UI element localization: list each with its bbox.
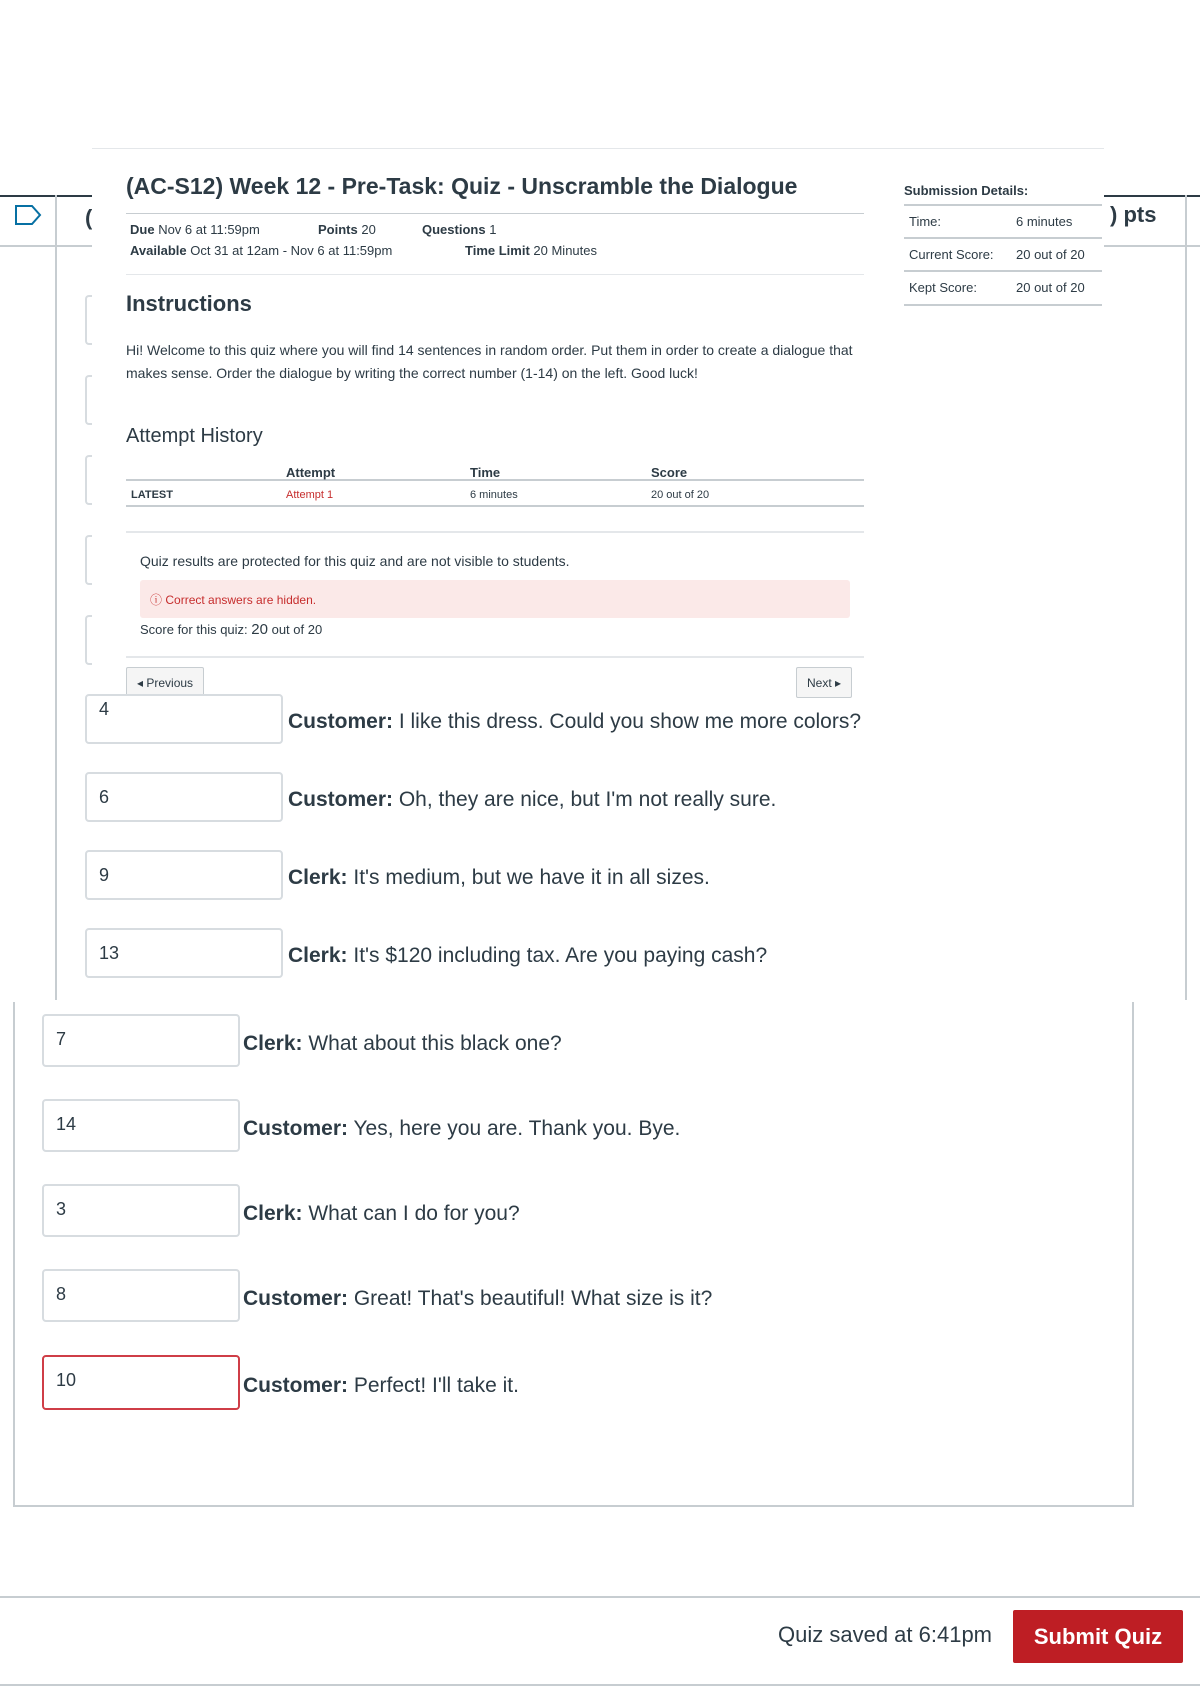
attempt-history-heading: Attempt History	[126, 425, 263, 447]
alert-text: Correct answers are hidden.	[165, 593, 317, 607]
dialogue-line: Clerk: What can I do for you?	[243, 1202, 520, 1225]
previous-button[interactable]: ◂ Previous	[126, 667, 204, 698]
current-score-value: 20 out of 20	[1016, 247, 1085, 262]
attempt-time: 6 minutes	[470, 489, 518, 501]
order-input[interactable]: 10	[42, 1355, 240, 1410]
points: Points 20	[318, 222, 376, 237]
dialogue-line: Customer: I like this dress. Could you show me more colors?	[288, 710, 862, 733]
time-limit: Time Limit 20 Minutes	[465, 243, 597, 258]
meta-divider	[126, 274, 864, 275]
attempt-score: 20 out of 20	[651, 489, 710, 501]
attempt-link[interactable]: Attempt 1	[286, 489, 334, 501]
order-input[interactable]: 14	[42, 1099, 240, 1152]
quiz-score: Score for this quiz: 20 out of 20	[140, 621, 323, 638]
table-row	[126, 481, 864, 507]
section-divider	[126, 531, 864, 533]
current-score-label: Current Score:	[909, 247, 994, 262]
instructions-heading: Instructions	[126, 291, 252, 316]
info-icon: ⓘ	[150, 593, 163, 607]
submit-quiz-button[interactable]: Submit Quiz	[1013, 1610, 1183, 1663]
question-title-fragment: (	[85, 205, 93, 230]
dialogue-line: Customer: Oh, they are nice, but I'm not really sure.	[288, 788, 777, 811]
attempt-table-header	[126, 461, 864, 481]
protected-notice: Quiz results are protected for this quiz and are not visible to students.	[140, 553, 570, 569]
order-input[interactable]: 8	[42, 1269, 240, 1322]
order-input[interactable]: 6	[85, 772, 283, 822]
hidden-answers-alert	[140, 580, 850, 618]
quiz-saved-status: Quiz saved at 6:41pm	[778, 1622, 993, 1647]
submission-divider	[904, 270, 1102, 272]
section-divider	[126, 656, 864, 658]
next-button[interactable]: Next ▸	[796, 667, 852, 698]
available-dates: Available Oct 31 at 12am - Nov 6 at 11:59pm	[130, 243, 393, 258]
title-divider	[126, 213, 864, 214]
dialogue-line: Clerk: What about this black one?	[243, 1032, 562, 1055]
dialogue-line: Clerk: It's $120 including tax. Are you paying cash?	[288, 944, 768, 967]
dialogue-line: Clerk: It's medium, but we have it in all sizes.	[288, 866, 710, 889]
order-input[interactable]: 7	[42, 1014, 240, 1067]
questions-count: Questions 1	[422, 222, 497, 237]
submission-divider	[904, 237, 1102, 239]
order-input[interactable]: 9	[85, 850, 283, 900]
kept-score-label: Kept Score:	[909, 280, 977, 295]
submission-divider	[904, 304, 1102, 306]
quiz-details-screenshot	[92, 148, 1104, 698]
attempt-history-table	[126, 461, 864, 507]
order-input[interactable]: 3	[42, 1184, 240, 1237]
question-points: ) pts	[1110, 202, 1157, 227]
instructions-text: Hi! Welcome to this quiz where you will find 14 sentences in random order. Put them in order to create a dialogue that makes sense. Order the dialogue by writing the correct number (1-14) on the left. Good luck!	[126, 342, 853, 381]
bookmark-flag-icon[interactable]	[14, 204, 42, 226]
due-date: Due Nov 6 at 11:59pm	[130, 222, 260, 237]
quiz-title: (AC-S12) Week 12 - Pre-Task: Quiz - Unscramble the Dialogue	[126, 173, 798, 199]
submission-details-heading: Submission Details:	[904, 183, 1029, 198]
submission-divider	[904, 204, 1102, 206]
order-input[interactable]: 13	[85, 928, 283, 978]
dialogue-line: Customer: Yes, here you are. Thank you. Bye.	[243, 1117, 681, 1140]
row-label: LATEST	[131, 489, 173, 501]
col-time: Time	[470, 465, 501, 480]
dialogue-line: Customer: Perfect! I'll take it.	[243, 1374, 519, 1397]
order-input[interactable]: 4	[85, 694, 283, 744]
dialogue-line: Customer: Great! That's beautiful! What size is it?	[243, 1287, 713, 1310]
kept-score-value: 20 out of 20	[1016, 280, 1085, 295]
question-card-continued	[13, 1002, 1134, 1507]
col-attempt: Attempt	[286, 465, 336, 480]
col-score: Score	[651, 465, 688, 480]
submission-time-value: 6 minutes	[1016, 214, 1073, 229]
submission-time-label: Time:	[909, 214, 942, 229]
